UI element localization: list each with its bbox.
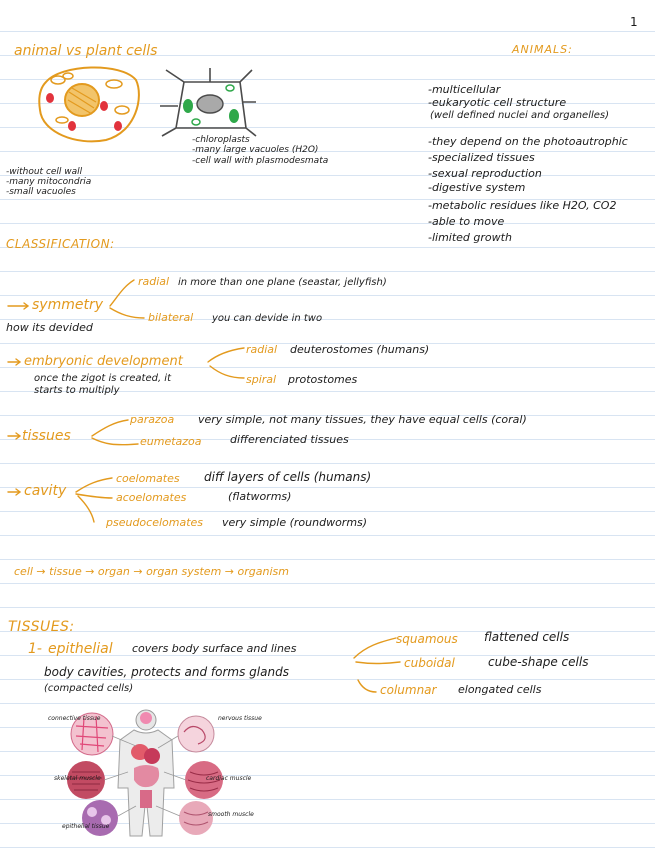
embryonic-spiral-text: protostomes bbox=[288, 373, 358, 386]
tissues-title: TISSUES: bbox=[8, 619, 75, 635]
figure-label-connective: connective tissue bbox=[48, 715, 101, 722]
eumetazoa-label: eumetazoa bbox=[140, 435, 202, 448]
parazoa-label: parazoa bbox=[130, 413, 175, 426]
animals-title: ANIMALS: bbox=[512, 43, 573, 56]
animal-trait-4: -they depend on the photoautrophic bbox=[428, 135, 628, 148]
squamous-label: squamous bbox=[396, 632, 458, 646]
plant-note-3: -cell wall with plasmodesmata bbox=[192, 156, 329, 166]
epithelial-label: epithelial bbox=[48, 641, 113, 657]
animal-note-2: -many mitocondria bbox=[6, 177, 92, 187]
acoelomates-label: acoelomates bbox=[116, 491, 187, 504]
animal-trait-9: -able to move bbox=[428, 215, 505, 228]
symmetry-bilateral-label: bilateral bbox=[148, 311, 194, 324]
figure-label-nervous: nervous tissue bbox=[218, 715, 262, 722]
animal-trait-6: -sexual reproduction bbox=[428, 167, 542, 180]
epithelial-text-1: covers body surface and lines bbox=[132, 642, 297, 655]
embryonic-label: embryonic development bbox=[24, 354, 183, 369]
figure-label-skeletal: skeletal muscle bbox=[54, 775, 101, 782]
animal-trait-2: -eukaryotic cell structure bbox=[428, 96, 567, 109]
plant-note-1: -chloroplasts bbox=[192, 135, 250, 145]
tissue-types-figure bbox=[40, 706, 250, 838]
animal-note-3: -small vacuoles bbox=[6, 187, 76, 197]
epithelial-number: 1- bbox=[28, 641, 42, 657]
animal-trait-8: -metabolic residues like H2O, CO2 bbox=[428, 199, 617, 212]
parazoa-text: very simple, not many tissues, they have equal cells (coral) bbox=[198, 413, 527, 426]
embryonic-radial-text: deuterostomes (humans) bbox=[290, 343, 430, 356]
squamous-text: flattened cells bbox=[484, 630, 570, 644]
embryonic-radial-label: radial bbox=[246, 343, 278, 356]
organization-hierarchy: cell → tissue → organ → organ system → organism bbox=[14, 565, 289, 578]
embryonic-note-2: starts to multiply bbox=[34, 385, 120, 396]
pseudocoelomates-label: pseudocelomates bbox=[106, 516, 204, 529]
animal-trait-10: -limited growth bbox=[428, 231, 512, 244]
columnar-text: elongated cells bbox=[458, 683, 542, 696]
animal-note-1: -without cell wall bbox=[6, 167, 83, 177]
page-number: 1 bbox=[630, 15, 638, 29]
tissues-label: tissues bbox=[22, 428, 71, 444]
eumetazoa-text: differenciated tissues bbox=[230, 433, 349, 446]
symmetry-radial-text: in more than one plane (seastar, jellyfish) bbox=[178, 277, 387, 288]
symmetry-note: how its devided bbox=[6, 321, 93, 334]
cuboidal-text: cube-shape cells bbox=[488, 655, 589, 669]
columnar-label: columnar bbox=[380, 683, 437, 697]
cavity-label: cavity bbox=[24, 483, 67, 499]
symmetry-bilateral-text: you can devide in two bbox=[212, 313, 323, 324]
epithelial-text-2: body cavities, protects and forms glands bbox=[44, 665, 289, 679]
animal-trait-3: (well defined nuclei and organelles) bbox=[430, 110, 610, 121]
animal-trait-7: -digestive system bbox=[428, 181, 526, 194]
coelomates-label: coelomates bbox=[116, 472, 180, 485]
symmetry-radial-label: radial bbox=[138, 275, 170, 288]
acoelomates-text: (flatworms) bbox=[228, 490, 292, 503]
figure-label-epithelial: epithelial tissue bbox=[62, 823, 110, 830]
epithelial-text-3: (compacted cells) bbox=[44, 683, 134, 694]
plant-cell-drawing bbox=[160, 66, 256, 136]
embryonic-note-1: once the zigot is created, it bbox=[34, 373, 172, 384]
coelomates-text: diff layers of cells (humans) bbox=[204, 470, 372, 484]
cuboidal-label: cuboidal bbox=[404, 656, 455, 670]
embryonic-spiral-label: spiral bbox=[246, 373, 277, 386]
plant-note-2: -many large vacuoles (H2O) bbox=[192, 145, 319, 155]
symmetry-label: symmetry bbox=[32, 297, 103, 313]
classification-title: CLASSIFICATION: bbox=[6, 237, 115, 251]
figure-label-cardiac: cardiac muscle bbox=[206, 775, 252, 782]
animal-cell-drawing bbox=[36, 62, 142, 144]
page-title: animal vs plant cells bbox=[14, 43, 158, 59]
animal-trait-5: -specialized tissues bbox=[428, 151, 535, 164]
figure-label-smooth: smooth muscle bbox=[208, 811, 254, 818]
pseudocoelomates-text: very simple (roundworms) bbox=[222, 516, 368, 529]
animal-trait-1: -multicellular bbox=[428, 83, 501, 96]
